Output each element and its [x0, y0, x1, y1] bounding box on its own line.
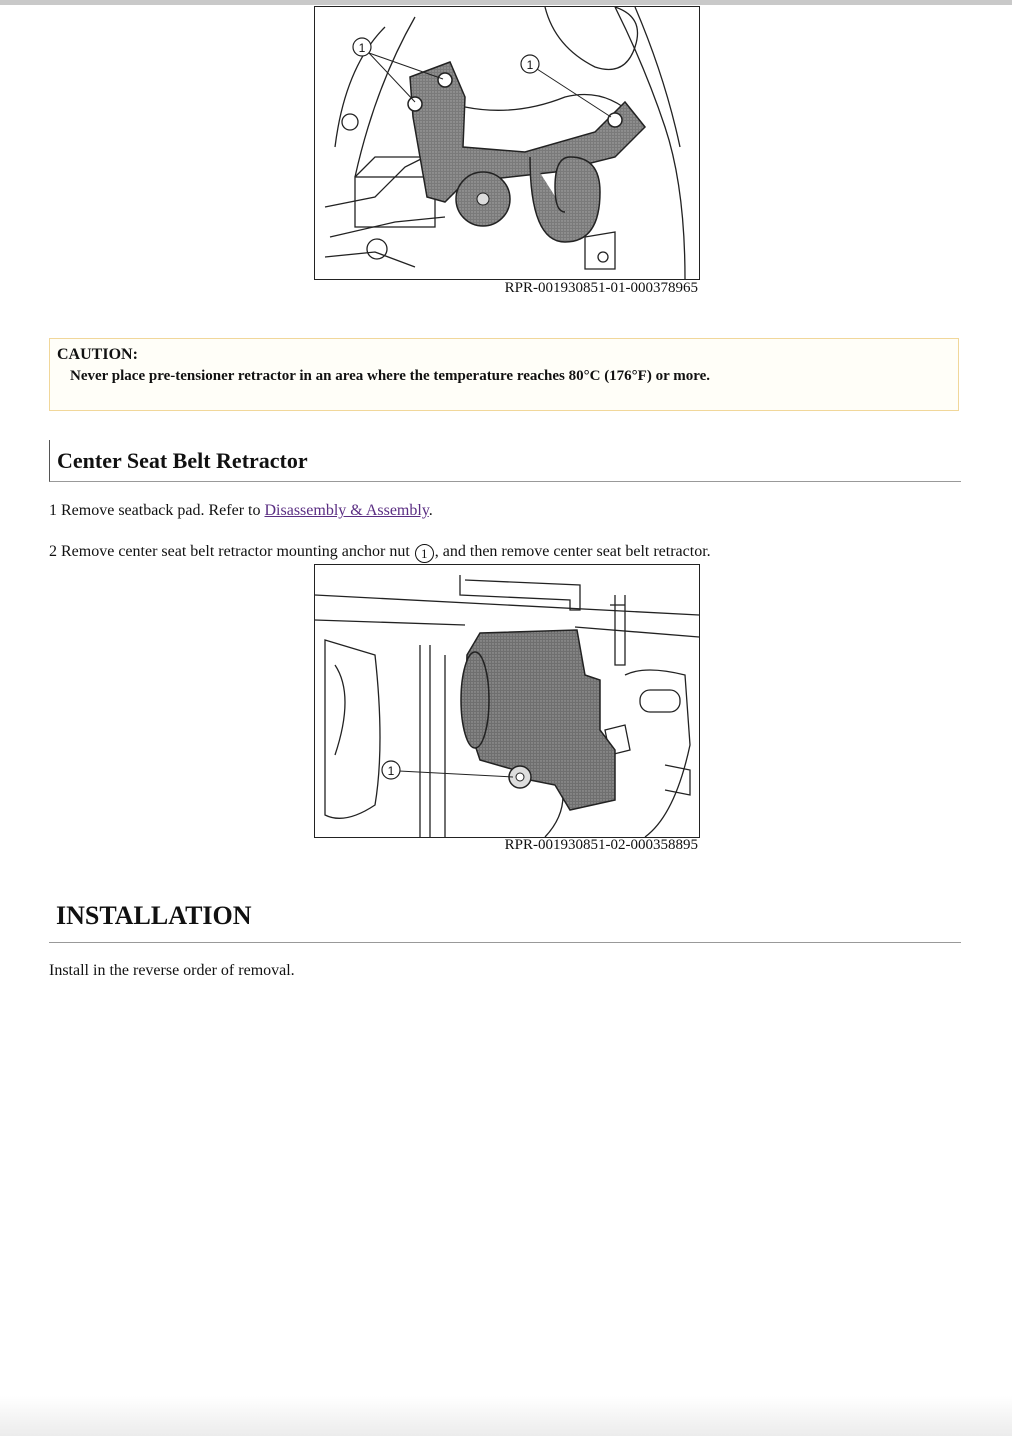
illustration-retractor-bolts — [315, 7, 699, 279]
bottom-fade — [0, 1396, 1012, 1436]
svg-text:1: 1 — [387, 764, 395, 778]
top-border — [0, 0, 1012, 5]
caution-text: Never place pre-tensioner retractor in an area where the temperature reaches 80°C (176°F) or more. — [70, 368, 711, 384]
callout-1-marker — [353, 38, 371, 56]
callout-1-marker: 1 — [415, 544, 434, 563]
installation-heading-text: INSTALLATION — [56, 901, 252, 930]
caution-box — [49, 338, 959, 411]
installation-text: Install in the reverse order of removal. — [49, 962, 295, 979]
illustration-center-retractor — [315, 565, 699, 837]
step-2-text: 2 Remove center seat belt retractor mounting anchor nut — [49, 543, 414, 560]
step-1-text: 1 Remove seatback pad. Refer to — [49, 502, 265, 519]
figure-center-retractor — [314, 564, 700, 838]
figure-caption: RPR-001930851-02-000358895 — [504, 837, 698, 853]
svg-text:1: 1 — [358, 41, 366, 55]
step-2 — [49, 543, 711, 563]
caution-title: CAUTION: — [57, 346, 138, 363]
disassembly-assembly-link[interactable]: Disassembly & Assembly — [264, 502, 429, 519]
callout-1-marker — [382, 761, 400, 779]
figure-pretensioner-retractor — [314, 6, 700, 280]
step-2-suffix: , and then remove center seat belt retractor. — [434, 543, 711, 560]
figure-caption: RPR-001930851-01-000378965 — [504, 280, 698, 296]
section-heading — [49, 440, 961, 482]
section-heading-text: Center Seat Belt Retractor — [57, 448, 308, 473]
step-1-suffix: . — [428, 502, 433, 519]
callout-1-marker — [521, 55, 539, 73]
svg-text:1: 1 — [526, 58, 534, 72]
step-1 — [49, 502, 433, 520]
installation-heading — [49, 898, 961, 943]
